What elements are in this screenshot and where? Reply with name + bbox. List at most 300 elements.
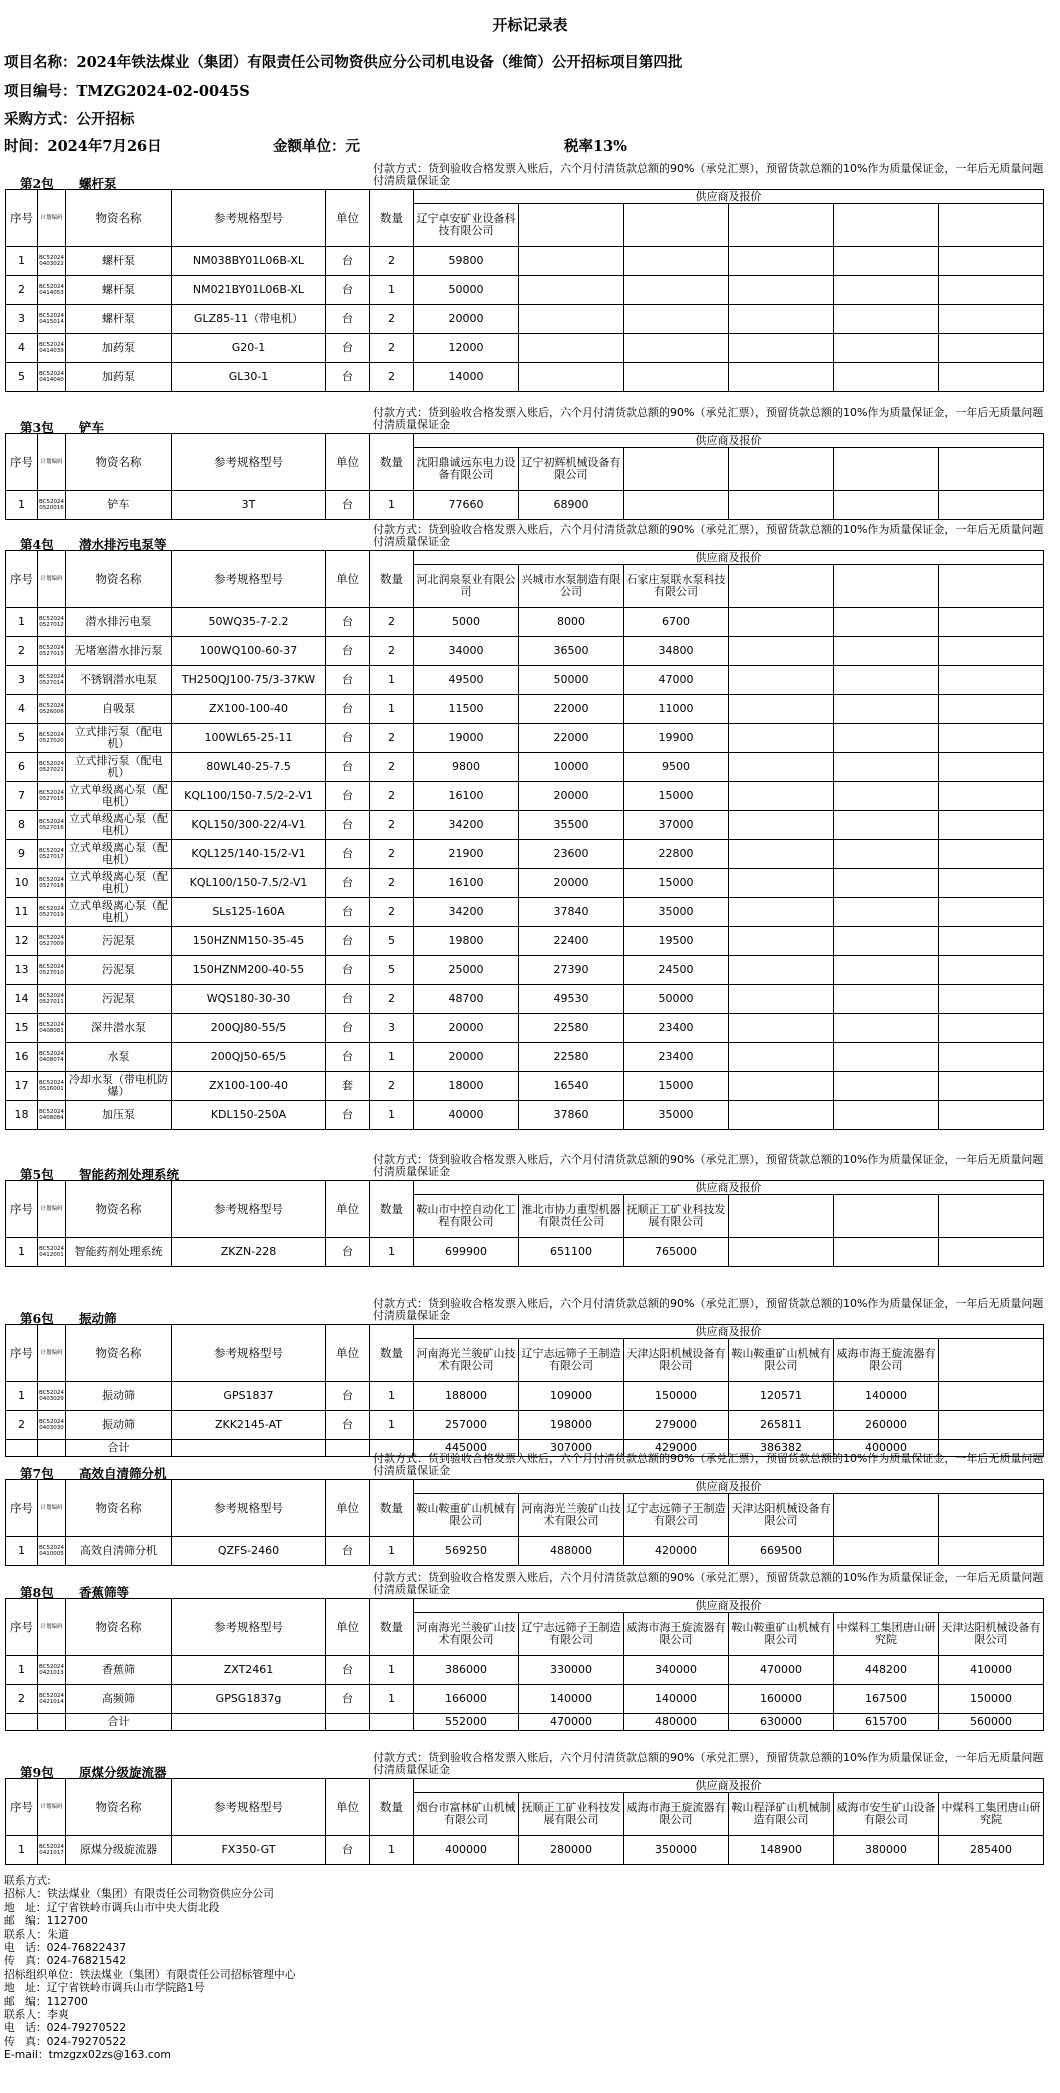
bid-price: 140000 — [834, 1382, 939, 1411]
item-spec: GL30-1 — [172, 363, 326, 392]
item-name: 无堵塞潜水排污泵 — [66, 637, 172, 666]
item-unit: 台 — [326, 276, 370, 305]
item-name: 螺杆泵 — [66, 305, 172, 334]
item-unit: 台 — [326, 334, 370, 363]
item-code: BC520240410005 — [38, 1537, 66, 1566]
date-line — [4, 135, 1054, 156]
payment-terms: 付款方式：货到验收合格发票入账后，六个月付清货款总额的90%（承兑汇票），预留货款总额的10%作为质量保证金，一年后无质量问题付清质量保证金 — [373, 162, 1044, 187]
bid-price — [939, 753, 1044, 782]
item-unit: 台 — [326, 1238, 370, 1267]
item-code: BC520240527009 — [38, 927, 66, 956]
bid-price — [939, 695, 1044, 724]
payment-terms: 付款方式：货到验收合格发票入账后，六个月付清货款总额的90%（承兑汇票），预留货款总额的10%作为质量保证金，一年后无质量问题付清质量保证金 — [373, 1153, 1044, 1178]
bid-price — [624, 491, 729, 520]
seq-header: 序号 — [6, 1325, 38, 1382]
bid-price: 47000 — [624, 666, 729, 695]
supplier-name — [939, 1494, 1044, 1537]
item-qty: 5 — [370, 927, 414, 956]
item-code: BC520240527014 — [38, 666, 66, 695]
bid-price: 330000 — [519, 1656, 624, 1685]
bid-price — [729, 753, 834, 782]
bid-price: 22800 — [624, 840, 729, 869]
bid-price — [729, 1043, 834, 1072]
item-qty: 2 — [370, 811, 414, 840]
payment-terms: 付款方式：货到验收合格发票入账后，六个月付清货款总额的90%（承兑汇票），预留货款总额的10%作为质量保证金，一年后无质量问题付清质量保证金 — [373, 523, 1044, 548]
qty-header: 数量 — [370, 551, 414, 608]
table-row — [6, 1043, 1044, 1072]
bid-price — [939, 1072, 1044, 1101]
item-code: BC520240421017 — [38, 1836, 66, 1865]
project-number: 项目编号：TMZG2024-02-0045S — [4, 83, 250, 100]
bid-price: 160000 — [729, 1685, 834, 1714]
contact-line: 地 址：辽宁省铁岭市调兵山市学院路1号 — [4, 1981, 205, 1995]
name-header: 物资名称 — [66, 551, 172, 608]
bid-price — [834, 724, 939, 753]
bid-price — [519, 247, 624, 276]
bid-price — [729, 491, 834, 520]
table-row — [6, 1382, 1044, 1411]
package-name: 原煤分级旋流器 — [79, 1765, 167, 1780]
item-spec: 50WQ35-7-2.2 — [172, 608, 326, 637]
package-number: 第3包 — [20, 420, 54, 435]
bid-price — [624, 305, 729, 334]
item-qty: 1 — [370, 276, 414, 305]
item-spec: QZFS-2460 — [172, 1537, 326, 1566]
item-code: BC520240527018 — [38, 869, 66, 898]
supplier-name: 威海市海王旋流器有限公司 — [834, 1339, 939, 1382]
bid-price: 19500 — [624, 927, 729, 956]
item-unit: 台 — [326, 1411, 370, 1440]
bid-price — [729, 1014, 834, 1043]
name-header: 物资名称 — [66, 1599, 172, 1656]
bid-price: 265811 — [729, 1411, 834, 1440]
item-spec: KDL150-250A — [172, 1101, 326, 1130]
bid-price: 22580 — [519, 1043, 624, 1072]
item-name: 高效自清筛分机 — [66, 1537, 172, 1566]
table-row — [6, 927, 1044, 956]
supplier-name: 天津达阳机械设备有限公司 — [939, 1613, 1044, 1656]
table-row — [6, 666, 1044, 695]
bid-table — [5, 1479, 1044, 1566]
package-name: 高效自清筛分机 — [79, 1466, 167, 1481]
contact-line: E-mail：tmzgzx02zs@163.com — [4, 2048, 171, 2062]
package-number: 第2包 — [20, 176, 54, 191]
bid-price: 15000 — [624, 1072, 729, 1101]
bid-price — [729, 840, 834, 869]
spec-header: 参考规格型号 — [172, 1779, 326, 1836]
item-unit: 台 — [326, 898, 370, 927]
supplier-name: 辽宁志远筛子王制造有限公司 — [624, 1494, 729, 1537]
item-spec: GPS1837 — [172, 1382, 326, 1411]
supplier-name: 威海市安生矿山设备有限公司 — [834, 1793, 939, 1836]
bid-price — [939, 985, 1044, 1014]
item-unit: 台 — [326, 247, 370, 276]
item-code: BC520240403030 — [38, 1411, 66, 1440]
bid-price: 20000 — [519, 869, 624, 898]
item-seq: 4 — [6, 334, 38, 363]
item-seq: 16 — [6, 1043, 38, 1072]
item-name: 加药泵 — [66, 363, 172, 392]
bid-price — [834, 985, 939, 1014]
bid-price — [834, 840, 939, 869]
item-name: 原煤分级旋流器 — [66, 1836, 172, 1865]
item-code: BC520240412001 — [38, 1238, 66, 1267]
table-row — [6, 1411, 1044, 1440]
code-header: 计划编码 — [38, 434, 66, 491]
bid-table — [5, 1598, 1044, 1731]
bid-price — [729, 363, 834, 392]
item-seq: 1 — [6, 491, 38, 520]
bid-price — [939, 1101, 1044, 1130]
item-unit: 台 — [326, 1382, 370, 1411]
header-row — [6, 1480, 1044, 1494]
bid-price — [624, 363, 729, 392]
table-row — [6, 247, 1044, 276]
package-number: 第4包 — [20, 537, 54, 552]
package-number: 第9包 — [20, 1765, 54, 1780]
item-seq: 5 — [6, 724, 38, 753]
item-seq: 1 — [6, 247, 38, 276]
bid-table — [5, 1324, 1044, 1457]
bid-price — [939, 840, 1044, 869]
unit-header: 单位 — [326, 190, 370, 247]
bid-price — [519, 363, 624, 392]
bid-price — [729, 927, 834, 956]
header-row — [6, 1181, 1044, 1195]
supplier-name: 威海市海王旋流器有限公司 — [624, 1613, 729, 1656]
table-row — [6, 753, 1044, 782]
package-number: 第8包 — [20, 1585, 54, 1600]
supplier-name: 鞍山市中控自动化工程有限公司 — [414, 1195, 519, 1238]
item-code: BC520240527021 — [38, 753, 66, 782]
table-row — [6, 898, 1044, 927]
item-unit: 台 — [326, 724, 370, 753]
bid-price — [729, 247, 834, 276]
bid-price — [834, 666, 939, 695]
table-row — [6, 840, 1044, 869]
item-name: 立式单级离心泵（配电机） — [66, 782, 172, 811]
contact-line: 电 话：024-76822437 — [4, 1941, 127, 1955]
item-seq: 1 — [6, 1836, 38, 1865]
bid-price — [939, 869, 1044, 898]
item-spec: ZX100-100-40 — [172, 1072, 326, 1101]
bid-price: 380000 — [834, 1836, 939, 1865]
item-unit: 台 — [326, 608, 370, 637]
item-spec: KQL125/140-15/2-V1 — [172, 840, 326, 869]
bid-price — [519, 334, 624, 363]
bid-price: 59800 — [414, 247, 519, 276]
item-qty: 1 — [370, 1836, 414, 1865]
bid-price: 19900 — [624, 724, 729, 753]
bid-price: 488000 — [519, 1537, 624, 1566]
bid-price: 448200 — [834, 1656, 939, 1685]
item-spec: GPSG1837g — [172, 1685, 326, 1714]
item-code: BC520240415014 — [38, 305, 66, 334]
item-spec: 200QJ50-65/5 — [172, 1043, 326, 1072]
item-qty: 2 — [370, 608, 414, 637]
total-value: 480000 — [624, 1714, 729, 1731]
bid-price — [834, 811, 939, 840]
supplier-name: 河南海光兰骏矿山技术有限公司 — [414, 1613, 519, 1656]
item-name: 水泵 — [66, 1043, 172, 1072]
total-value: 615700 — [834, 1714, 939, 1731]
item-spec: 80WL40-25-7.5 — [172, 753, 326, 782]
payment-terms: 付款方式：货到验收合格发票入账后，六个月付清货款总额的90%（承兑汇票），预留货款总额的10%作为质量保证金，一年后无质量问题付清质量保证金 — [373, 1452, 1044, 1477]
bid-price: 257000 — [414, 1411, 519, 1440]
bid-price — [834, 491, 939, 520]
bid-price: 20000 — [414, 1014, 519, 1043]
item-qty: 1 — [370, 1238, 414, 1267]
bid-price — [834, 608, 939, 637]
bid-price — [729, 608, 834, 637]
item-unit: 台 — [326, 1014, 370, 1043]
item-seq: 4 — [6, 695, 38, 724]
item-spec: ZKK2145-AT — [172, 1411, 326, 1440]
seq-header: 序号 — [6, 1599, 38, 1656]
item-seq: 1 — [6, 608, 38, 637]
bid-price: 120571 — [729, 1382, 834, 1411]
header-row — [6, 1779, 1044, 1793]
bid-price — [939, 956, 1044, 985]
item-unit: 台 — [326, 1537, 370, 1566]
table-row — [6, 305, 1044, 334]
total-value: 400000 — [834, 1440, 939, 1457]
suppliers-header: 供应商及报价 — [414, 551, 1044, 565]
qty-header: 数量 — [370, 1181, 414, 1238]
total-value: 470000 — [519, 1714, 624, 1731]
spec-header: 参考规格型号 — [172, 551, 326, 608]
bid-price: 10000 — [519, 753, 624, 782]
item-name: 螺杆泵 — [66, 247, 172, 276]
item-unit: 台 — [326, 305, 370, 334]
item-spec: GLZ85-11（带电机） — [172, 305, 326, 334]
item-code: BC520240527016 — [38, 811, 66, 840]
contact-line: 招标人：铁法煤业（集团）有限责任公司物资供应分公司 — [4, 1887, 274, 1901]
bid-price: 279000 — [624, 1411, 729, 1440]
package-number: 第5包 — [20, 1167, 54, 1182]
item-code: BC520240527020 — [38, 724, 66, 753]
total-value: 429000 — [624, 1440, 729, 1457]
item-unit: 台 — [326, 753, 370, 782]
item-name: 深井潜水泵 — [66, 1014, 172, 1043]
bid-price — [939, 334, 1044, 363]
bid-price — [939, 724, 1044, 753]
item-qty: 1 — [370, 491, 414, 520]
item-name: 潜水排污电泵 — [66, 608, 172, 637]
bid-price: 12000 — [414, 334, 519, 363]
unit-header: 单位 — [326, 1480, 370, 1537]
bid-price: 16100 — [414, 869, 519, 898]
bid-price: 109000 — [519, 1382, 624, 1411]
supplier-name: 中煤科工集团唐山研究院 — [939, 1793, 1044, 1836]
bid-price: 400000 — [414, 1836, 519, 1865]
bid-table — [5, 1778, 1044, 1865]
bid-price: 23600 — [519, 840, 624, 869]
item-seq: 11 — [6, 898, 38, 927]
currency-unit: 金额单位：元 — [273, 138, 360, 155]
total-blank — [6, 1714, 38, 1731]
bid-price — [624, 247, 729, 276]
spec-header: 参考规格型号 — [172, 1181, 326, 1238]
item-seq: 1 — [6, 1656, 38, 1685]
item-qty: 1 — [370, 666, 414, 695]
bid-price — [834, 305, 939, 334]
total-value: 552000 — [414, 1714, 519, 1731]
table-row — [6, 1685, 1044, 1714]
item-seq: 8 — [6, 811, 38, 840]
item-seq: 3 — [6, 666, 38, 695]
suppliers-header: 供应商及报价 — [414, 1779, 1044, 1793]
bid-price: 386000 — [414, 1656, 519, 1685]
item-unit: 台 — [326, 956, 370, 985]
bid-price: 9500 — [624, 753, 729, 782]
bid-price — [834, 1043, 939, 1072]
item-code: BC520240421014 — [38, 1685, 66, 1714]
spec-header: 参考规格型号 — [172, 1599, 326, 1656]
item-qty: 2 — [370, 724, 414, 753]
package-number: 第7包 — [20, 1466, 54, 1481]
bid-price — [729, 666, 834, 695]
table-row — [6, 985, 1044, 1014]
table-row — [6, 811, 1044, 840]
item-qty: 1 — [370, 1685, 414, 1714]
bid-price — [834, 363, 939, 392]
bid-price — [729, 724, 834, 753]
bid-price — [834, 1072, 939, 1101]
supplier-name: 石家庄泵联水泵科技有限公司 — [624, 565, 729, 608]
supplier-name: 辽宁志远筛子王制造有限公司 — [519, 1339, 624, 1382]
item-qty: 2 — [370, 753, 414, 782]
bid-price: 27390 — [519, 956, 624, 985]
item-seq: 6 — [6, 753, 38, 782]
bid-price: 11500 — [414, 695, 519, 724]
item-unit: 台 — [326, 1656, 370, 1685]
bid-price: 35000 — [624, 1101, 729, 1130]
item-unit: 台 — [326, 869, 370, 898]
item-seq: 7 — [6, 782, 38, 811]
item-name: 高频筛 — [66, 1685, 172, 1714]
name-header: 物资名称 — [66, 1325, 172, 1382]
item-code: BC520240526006 — [38, 695, 66, 724]
bid-price — [729, 1072, 834, 1101]
table-row — [6, 334, 1044, 363]
project-name: 项目名称：2024年铁法煤业（集团）有限责任公司物资供应分公司机电设备（维简）公开招标项目第四批 — [4, 54, 683, 71]
item-spec: ZKZN-228 — [172, 1238, 326, 1267]
bid-price: 15000 — [624, 869, 729, 898]
item-qty: 1 — [370, 1043, 414, 1072]
unit-header: 单位 — [326, 1325, 370, 1382]
bid-price: 19000 — [414, 724, 519, 753]
supplier-name — [729, 565, 834, 608]
name-header: 物资名称 — [66, 1181, 172, 1238]
item-spec: 150HZNM150-35-45 — [172, 927, 326, 956]
supplier-name: 辽宁卓安矿业设备科技有限公司 — [414, 204, 519, 247]
bid-price: 21900 — [414, 840, 519, 869]
item-spec: ZX100-100-40 — [172, 695, 326, 724]
bid-price: 18000 — [414, 1072, 519, 1101]
package-name: 智能药剂处理系统 — [79, 1167, 180, 1182]
total-blank — [326, 1440, 370, 1457]
code-header: 计划编码 — [38, 1480, 66, 1537]
item-seq: 15 — [6, 1014, 38, 1043]
bid-price — [729, 811, 834, 840]
payment-terms: 付款方式：货到验收合格发票入账后，六个月付清货款总额的90%（承兑汇票），预留货款总额的10%作为质量保证金，一年后无质量问题付清质量保证金 — [373, 1297, 1044, 1322]
bid-price: 22400 — [519, 927, 624, 956]
item-seq: 2 — [6, 1411, 38, 1440]
item-unit: 台 — [326, 637, 370, 666]
item-qty: 2 — [370, 334, 414, 363]
table-row — [6, 1101, 1044, 1130]
bid-price — [834, 869, 939, 898]
qty-header: 数量 — [370, 434, 414, 491]
item-qty: 2 — [370, 869, 414, 898]
bid-price: 410000 — [939, 1656, 1044, 1685]
total-blank — [172, 1440, 326, 1457]
item-code: BC520240527017 — [38, 840, 66, 869]
table-row — [6, 1656, 1044, 1685]
item-unit: 台 — [326, 666, 370, 695]
total-blank — [172, 1714, 326, 1731]
item-qty: 2 — [370, 782, 414, 811]
bid-price — [834, 753, 939, 782]
item-spec: TH250QJ100-75/3-37KW — [172, 666, 326, 695]
bid-price: 16100 — [414, 782, 519, 811]
bid-price: 48700 — [414, 985, 519, 1014]
item-spec: 100WL65-25-11 — [172, 724, 326, 753]
supplier-name: 兴城市水泵制造有限公司 — [519, 565, 624, 608]
total-label: 合计 — [66, 1714, 172, 1731]
bid-price: 25000 — [414, 956, 519, 985]
total-blank — [370, 1714, 414, 1731]
contact-line: 传 真：024-79270522 — [4, 2034, 127, 2048]
item-spec: 100WQ100-60-37 — [172, 637, 326, 666]
supplier-name: 中煤科工集团唐山研究院 — [834, 1613, 939, 1656]
bid-price: 20000 — [414, 305, 519, 334]
item-qty: 3 — [370, 1014, 414, 1043]
seq-header: 序号 — [6, 1480, 38, 1537]
table-row — [6, 782, 1044, 811]
header-row — [6, 551, 1044, 565]
bid-table — [5, 189, 1044, 392]
seq-header: 序号 — [6, 190, 38, 247]
total-value: 307000 — [519, 1440, 624, 1457]
name-header: 物资名称 — [66, 190, 172, 247]
item-qty: 1 — [370, 1537, 414, 1566]
bid-price: 49530 — [519, 985, 624, 1014]
bid-price: 150000 — [939, 1685, 1044, 1714]
bid-price: 167500 — [834, 1685, 939, 1714]
unit-header: 单位 — [326, 434, 370, 491]
spec-header: 参考规格型号 — [172, 190, 326, 247]
item-name: 智能药剂处理系统 — [66, 1238, 172, 1267]
table-row — [6, 637, 1044, 666]
supplier-name — [624, 448, 729, 491]
header-row — [6, 434, 1044, 448]
item-unit: 套 — [326, 1072, 370, 1101]
bid-price: 669500 — [729, 1537, 834, 1566]
bid-price — [834, 898, 939, 927]
bid-price — [939, 305, 1044, 334]
bid-price: 148900 — [729, 1836, 834, 1865]
supplier-name: 天津达阳机械设备有限公司 — [729, 1494, 834, 1537]
date: 时间：2024年7月26日 — [4, 138, 162, 155]
bid-price: 34200 — [414, 898, 519, 927]
item-seq: 2 — [6, 637, 38, 666]
bid-price — [939, 1014, 1044, 1043]
bid-price: 22000 — [519, 695, 624, 724]
supplier-name: 河南海光兰骏矿山技术有限公司 — [414, 1339, 519, 1382]
supplier-name — [834, 448, 939, 491]
